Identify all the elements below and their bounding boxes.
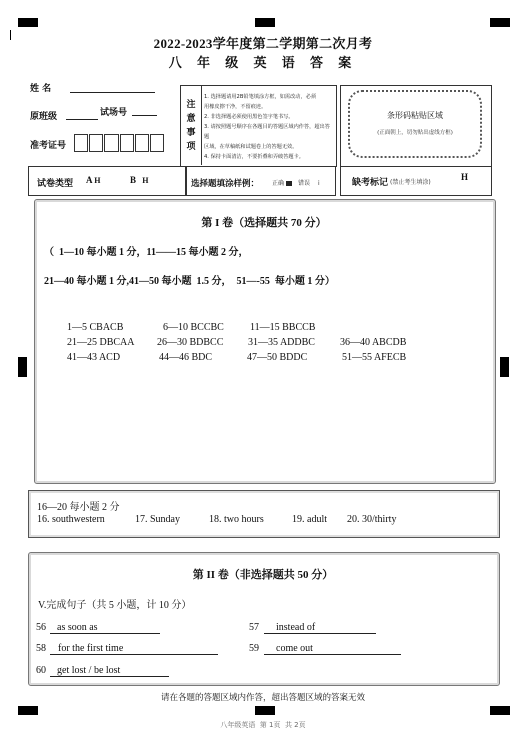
paper-type-option-a[interactable]: A H [86, 175, 101, 185]
registration-mark [500, 357, 509, 377]
option-bracket: H [142, 176, 149, 185]
part16-header: 16—20 每小题 2 分 [37, 502, 120, 513]
fill-example-wrong: 错误 i [298, 180, 320, 187]
exam-id-digit-box[interactable] [135, 134, 149, 152]
room-field[interactable] [132, 115, 157, 116]
fill-item-58: 58 [36, 643, 46, 654]
notice-item: 区域，在草稿纸和试题卷上的答题无效。 [204, 144, 298, 150]
paper-type-label: 试卷类型 [37, 179, 74, 189]
class-label: 原班级 [30, 112, 58, 122]
answer-cell: 21—25 DBCAA [67, 337, 135, 348]
notice-item: 3. 请按照题号顺序在各题目的答题区域内作答，超出答题 [204, 124, 330, 140]
page-footer: 八年级英语 第 1页 共 2页 [220, 721, 306, 729]
part1-title: 第 I 卷（选择题共 70 分） [201, 217, 327, 229]
answer-cell: 20. 30/thirty [347, 514, 397, 525]
answer-cell: 26—30 BDBCC [157, 337, 224, 348]
notice-item: 2. 非选择题必须使用黑色签字笔书写。 [204, 114, 294, 120]
fill-answer-60[interactable]: get lost / be lost [50, 665, 169, 677]
part1-scoring-line1: （ 1—10 每小题 1 分，11——15 每小题 2 分， [44, 247, 249, 258]
fill-answer-56[interactable]: as soon as [50, 622, 160, 634]
fill-answer-57[interactable]: instead of [264, 622, 376, 634]
notice-title: 注 意 事 项 [186, 100, 196, 152]
fill-item-57: 57 [249, 622, 259, 633]
page-subtitle: 八 年 级 英 语 答 案 [168, 55, 358, 70]
barcode-title: 条形码粘贴区域 [387, 111, 443, 120]
exam-id-digit-box[interactable] [120, 134, 134, 152]
exam-id-label: 准考证号 [30, 141, 67, 151]
barcode-note: (正面朝上，切勿贴出虚线方框) [377, 130, 453, 136]
fill-answer-58[interactable]: for the first time [50, 643, 218, 655]
registration-mark [490, 706, 510, 715]
answer-cell: 18. two hours [209, 514, 264, 525]
exam-id-digit-box[interactable] [74, 134, 88, 152]
answer-cell: 17. Sunday [135, 514, 180, 525]
notice-item: 4. 保持卡面清洁，不要折叠和弄破答题卡。 [204, 154, 304, 160]
wrong-sample-mark: i [317, 180, 320, 187]
answer-cell: 16. southwestern [37, 514, 105, 525]
registration-mark [490, 18, 510, 27]
part2-section-title: V.完成句子（共 5 小题，计 10 分） [38, 600, 192, 611]
answer-cell: 6—10 BCCBC [163, 322, 224, 333]
part1-scoring-line2: 21—40 每小题 1 分,41—50 每小题 1.5 分， 51—-55 每小题 1 分） [44, 276, 335, 287]
answer-cell: 47—50 BDDC [247, 352, 308, 363]
registration-mark [18, 706, 38, 715]
registration-mark [255, 18, 275, 27]
correct-sample-mark [286, 181, 292, 186]
fill-example-label: 选择题填涂样例： [191, 179, 260, 189]
page-title: 2022-2023学年度第二学期第二次月考 [153, 36, 373, 51]
absent-fill-box[interactable]: H [461, 172, 469, 182]
part2-title: 第 II 卷（非选择题共 50 分） [192, 569, 334, 581]
absent-label: 缺考标记 [352, 178, 389, 188]
answer-cell: 44—46 BDC [159, 352, 213, 363]
name-label: 姓 名 [30, 84, 52, 94]
registration-mark [255, 706, 275, 715]
answer-cell: 1—5 CBACB [67, 322, 124, 333]
fill-answer-59[interactable]: come out [264, 643, 401, 655]
name-field[interactable] [70, 92, 155, 93]
notice-item: 1. 选择题请用2B铅笔填涂方框，如需改动，必须 [204, 94, 317, 100]
exam-id-digit-box[interactable] [150, 134, 164, 152]
fill-item-56: 56 [36, 622, 46, 633]
answer-cell: 31—35 ADDBC [248, 337, 315, 348]
answer-area-warning: 请在各题的答题区域内作答，超出答题区域的答案无效 [160, 693, 365, 703]
fill-example-correct: 正确 [272, 178, 292, 187]
barcode-dashed-area[interactable] [348, 90, 482, 158]
exam-id-digit-box[interactable] [89, 134, 103, 152]
registration-mark [18, 18, 38, 27]
class-field[interactable] [66, 119, 98, 120]
paper-type-option-b[interactable]: B H [130, 175, 149, 185]
fill-item-59: 59 [249, 643, 259, 654]
registration-mark [18, 357, 27, 377]
notice-divider [201, 85, 202, 165]
room-label: 试场号 [100, 108, 128, 118]
option-bracket: H [94, 176, 101, 185]
answer-cell: 51—55 AFECB [342, 352, 407, 363]
answer-cell: 41—43 ACD [67, 352, 121, 363]
absent-note: (禁止考生填涂) [390, 179, 431, 186]
answer-cell: 11—15 BBCCB [250, 322, 316, 333]
notice-list [204, 92, 334, 162]
fill-item-60: 60 [36, 665, 46, 676]
exam-id-digit-box[interactable] [104, 134, 118, 152]
notice-item: 用橡皮擦干净，不留痕迹。 [204, 104, 267, 110]
exam-id-boxes[interactable] [74, 134, 164, 152]
answer-cell: 36—40 ABCDB [340, 337, 407, 348]
answer-cell: 19. adult [292, 514, 327, 525]
